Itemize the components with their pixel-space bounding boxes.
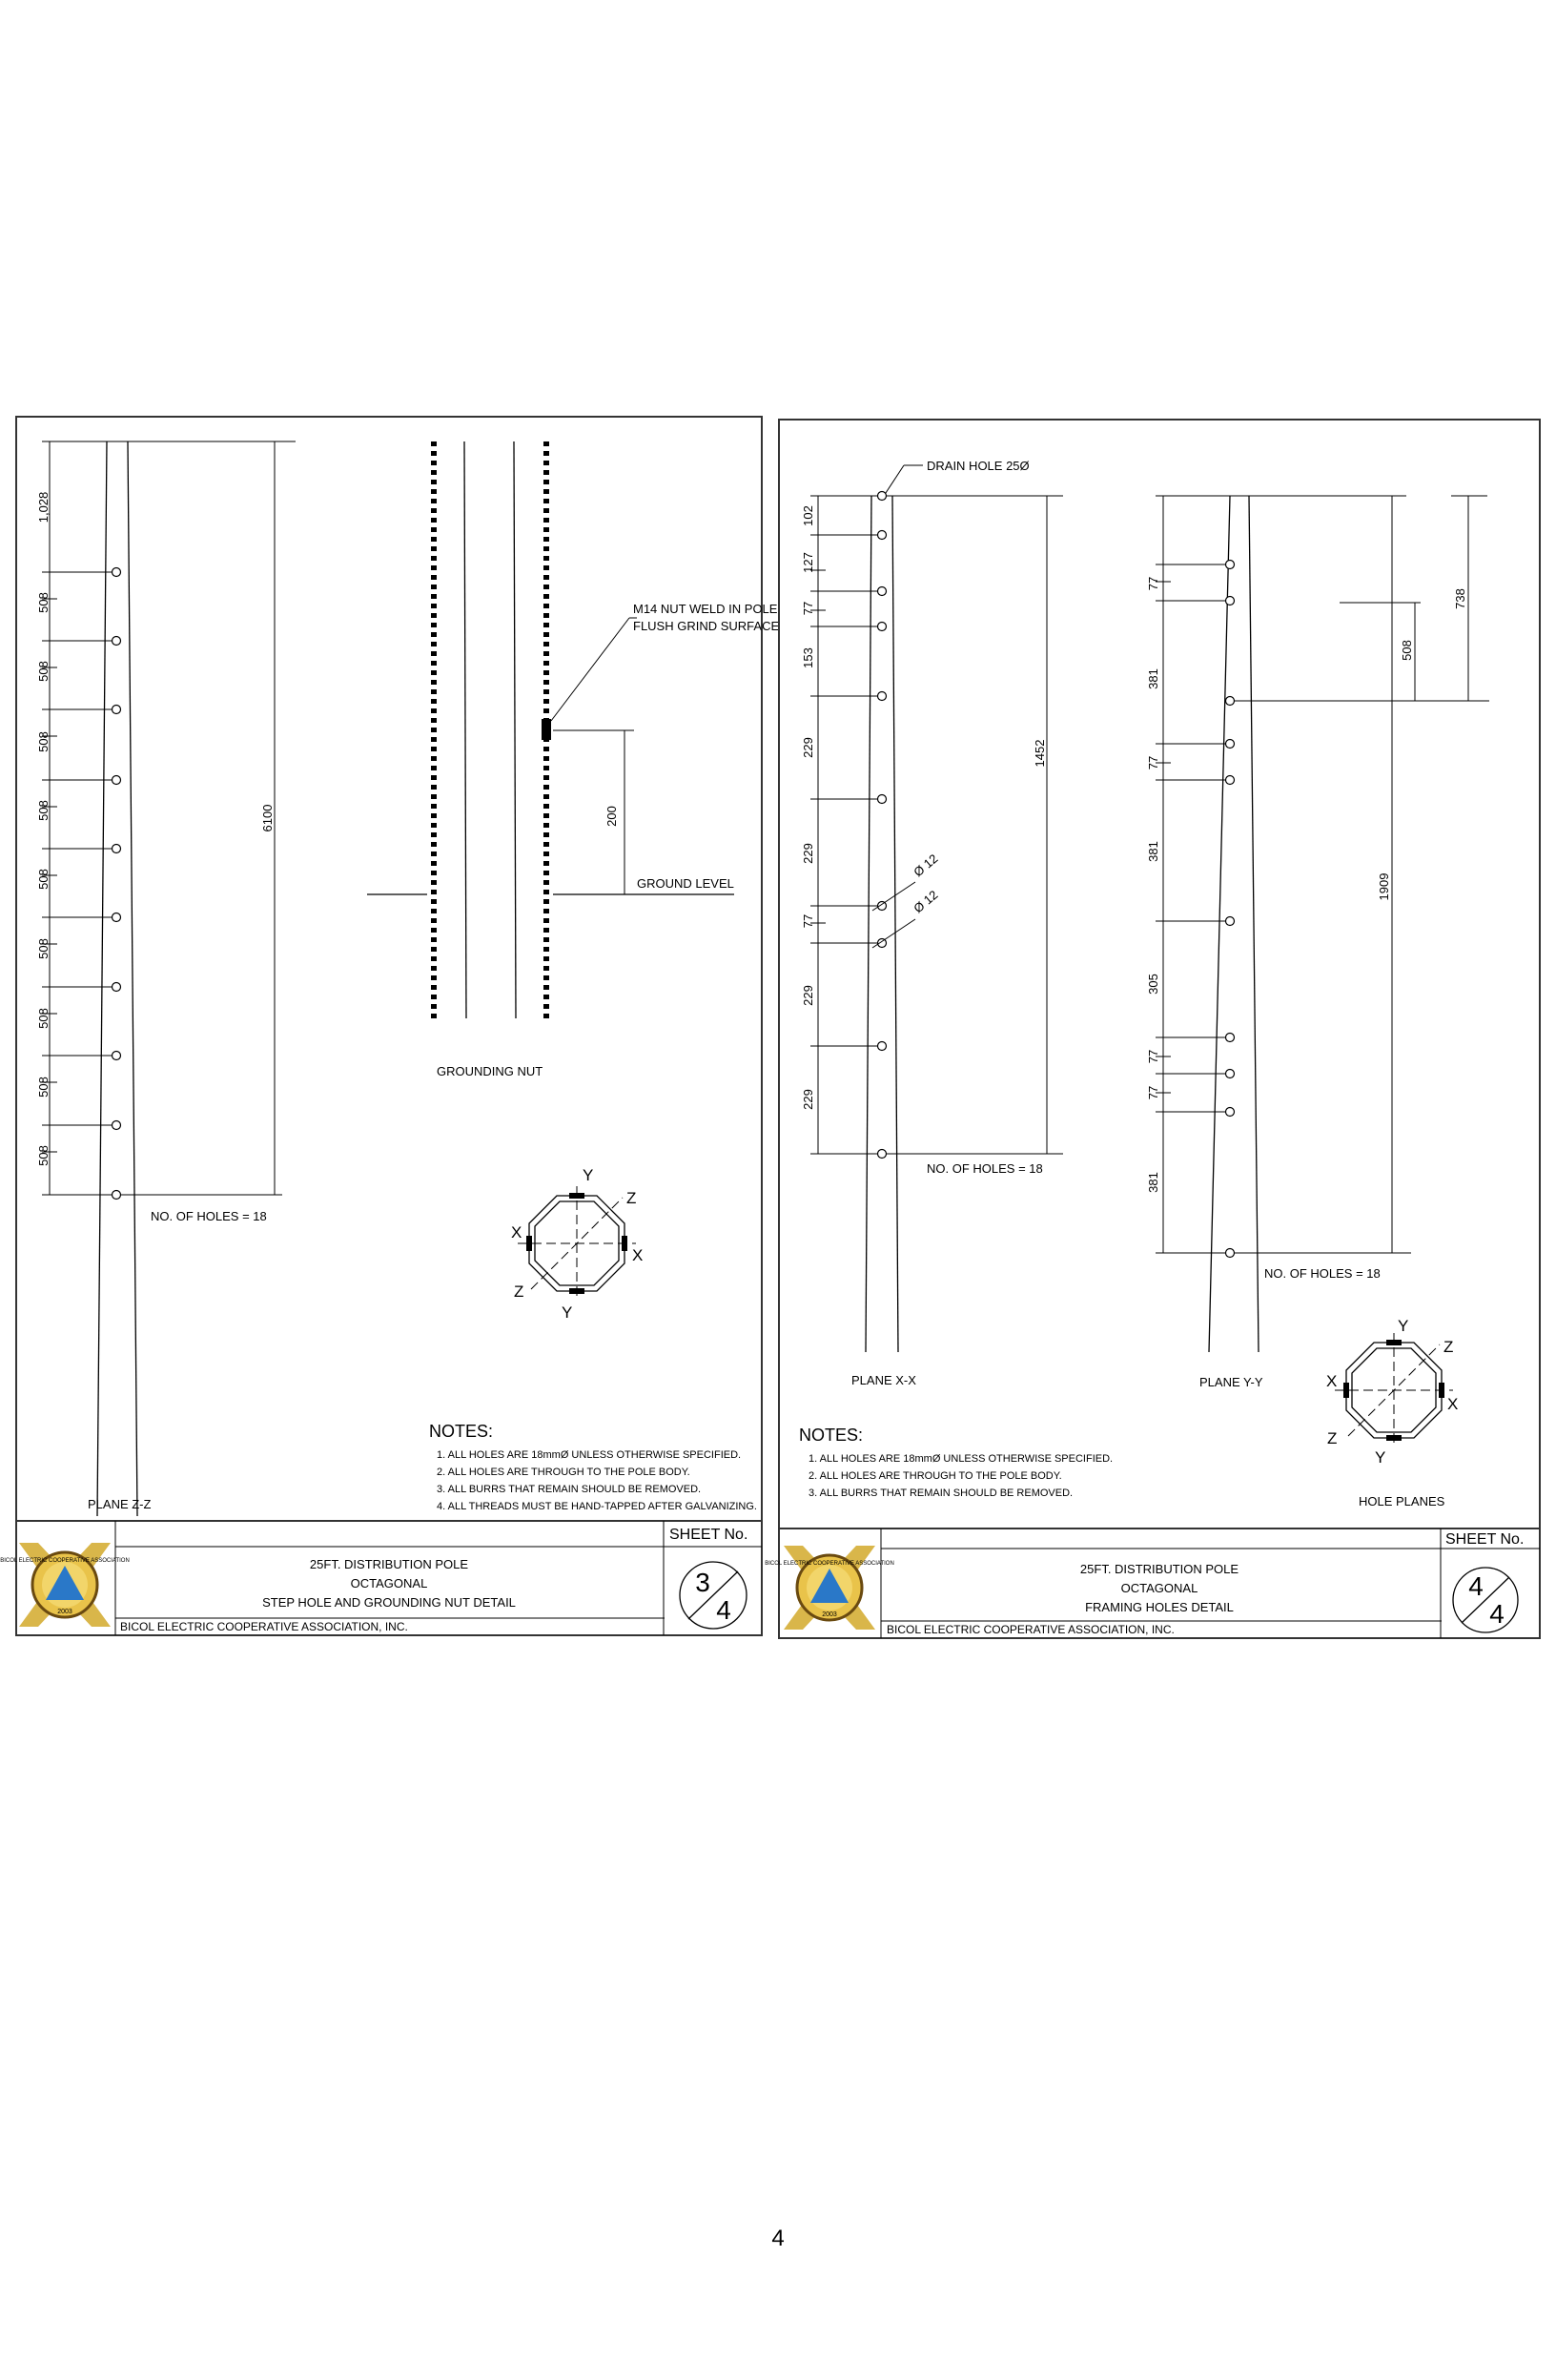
notes-title-right: NOTES: xyxy=(799,1426,864,1445)
svg-text:BICOL ELECTRIC COOPERATIVE ASS: BICOL ELECTRIC COOPERATIVE ASSOCIATION xyxy=(0,1558,130,1564)
dim-zz-7: 508 xyxy=(36,938,51,959)
dim-xx-7: 77 xyxy=(801,913,815,929)
step-hole xyxy=(113,637,121,646)
dim-xx-5: 229 xyxy=(801,737,815,758)
dim-zz-9: 508 xyxy=(36,1077,51,1098)
title-right-3: FRAMING HOLES DETAIL xyxy=(1085,1600,1234,1614)
sheet-left xyxy=(0,417,779,1635)
step-hole xyxy=(113,1052,121,1060)
org-left: BICOL ELECTRIC COOPERATIVE ASSOCIATION, INC. xyxy=(120,1620,408,1633)
dim-xx-total: 1452 xyxy=(1033,739,1047,768)
plane-xx-label: PLANE X-X xyxy=(851,1373,916,1387)
step-hole xyxy=(113,1121,121,1130)
logo-left xyxy=(0,1543,130,1627)
sheet-total-right: 4 xyxy=(1489,1599,1505,1629)
dim-xx-4: 153 xyxy=(801,647,815,668)
svg-text:2003: 2003 xyxy=(57,1609,72,1615)
hole-planes-label: HOLE PLANES xyxy=(1359,1494,1445,1508)
dim-yy-3: 77 xyxy=(1146,755,1160,770)
plane-zz-label: PLANE Z-Z xyxy=(88,1497,152,1511)
octagon-section-right xyxy=(1326,1317,1458,1467)
step-hole xyxy=(113,983,121,992)
octagon-section-left xyxy=(511,1166,643,1322)
svg-text:Z: Z xyxy=(1327,1429,1338,1447)
pole-xx-right-edge xyxy=(892,496,898,1352)
title-block-left xyxy=(16,1521,762,1635)
svg-text:X: X xyxy=(1447,1395,1459,1413)
org-right: BICOL ELECTRIC COOPERATIVE ASSOCIATION, INC. xyxy=(887,1623,1175,1636)
dim-yy-7: 77 xyxy=(1146,1085,1160,1100)
pole-yy-right-edge xyxy=(1249,496,1259,1352)
svg-text:BICOL ELECTRIC COOPERATIVE ASS: BICOL ELECTRIC COOPERATIVE ASSOCIATION xyxy=(765,1561,894,1567)
note-left-1: 1. ALL HOLES ARE 18mmØ UNLESS OTHERWISE SPECIFIED. xyxy=(437,1449,742,1461)
title-left-1: 25FT. DISTRIBUTION POLE xyxy=(309,1557,469,1571)
dim-yy-6: 77 xyxy=(1146,1049,1160,1064)
dim-yy-508: 508 xyxy=(1400,640,1414,661)
grounding-nut-label: GROUNDING NUT xyxy=(437,1064,543,1078)
dim-zz-6: 508 xyxy=(36,869,51,890)
dim-zz-3: 508 xyxy=(36,661,51,682)
title-right-2: OCTAGONAL xyxy=(1120,1581,1198,1595)
dim-yy-total: 1909 xyxy=(1377,872,1391,901)
svg-text:X: X xyxy=(511,1223,522,1241)
note-left-2: 2. ALL HOLES ARE THROUGH TO THE POLE BODY. xyxy=(437,1467,690,1478)
svg-text:Y: Y xyxy=(1375,1448,1386,1467)
dim-yy-4: 381 xyxy=(1146,841,1160,862)
dim-xx-9: 229 xyxy=(801,1089,815,1110)
svg-text:Y: Y xyxy=(1398,1317,1409,1335)
step-hole xyxy=(113,706,121,714)
title-right-1: 25FT. DISTRIBUTION POLE xyxy=(1079,1562,1239,1576)
phi-label-2: Ø 12 xyxy=(911,887,941,916)
step-hole xyxy=(113,1191,121,1200)
dim-yy-5: 305 xyxy=(1146,974,1160,995)
dim-zz-total: 6100 xyxy=(260,804,275,832)
svg-text:Z: Z xyxy=(514,1282,524,1301)
dim-yy-8: 381 xyxy=(1146,1172,1160,1193)
step-hole xyxy=(113,845,121,853)
step-hole xyxy=(113,776,121,785)
dim-zz-1: 1,028 xyxy=(36,491,51,523)
svg-text:Z: Z xyxy=(626,1189,637,1207)
sheet-label-left: SHEET No. xyxy=(669,1527,748,1543)
note-left-3: 3. ALL BURRS THAT REMAIN SHOULD BE REMOVED. xyxy=(437,1484,702,1495)
sheet-num-left: 3 xyxy=(695,1568,710,1597)
svg-text:Y: Y xyxy=(562,1303,573,1322)
nut-height-dim: 200 xyxy=(604,806,619,827)
grounding-nut-detail xyxy=(367,441,779,1078)
step-hole xyxy=(113,913,121,922)
ground-level-label: GROUND LEVEL xyxy=(637,876,734,891)
dim-xx-8: 229 xyxy=(801,985,815,1006)
title-left-2: OCTAGONAL xyxy=(350,1576,428,1590)
note-right-1: 1. ALL HOLES ARE 18mmØ UNLESS OTHERWISE SPECIFIED. xyxy=(809,1453,1114,1465)
svg-text:X: X xyxy=(1326,1372,1338,1390)
svg-text:2003: 2003 xyxy=(822,1611,837,1618)
dim-zz-2: 508 xyxy=(36,592,51,613)
step-hole xyxy=(113,568,121,577)
dim-zz-4: 508 xyxy=(36,731,51,752)
nut-callout-2: FLUSH GRIND SURFACE xyxy=(633,619,780,633)
pole-zz-left-edge xyxy=(97,441,107,1516)
m14-nut xyxy=(542,719,551,740)
notes-title-left: NOTES: xyxy=(429,1422,494,1441)
framing-holes-yy xyxy=(1156,561,1235,1258)
no-of-holes-xx: NO. OF HOLES = 18 xyxy=(927,1161,1043,1176)
dim-zz-5: 508 xyxy=(36,800,51,821)
note-left-4: 4. ALL THREADS MUST BE HAND-TAPPED AFTER GALVANIZING. xyxy=(437,1501,757,1512)
note-right-2: 2. ALL HOLES ARE THROUGH TO THE POLE BODY. xyxy=(809,1470,1062,1482)
title-block-right xyxy=(779,1529,1540,1638)
svg-text:Y: Y xyxy=(583,1166,594,1184)
drain-hole-label: DRAIN HOLE 25Ø xyxy=(927,459,1030,473)
dim-xx-6: 229 xyxy=(801,843,815,864)
step-holes-zz xyxy=(42,568,121,1200)
phi-label-1: Ø 12 xyxy=(911,851,941,880)
framing-holes-xx xyxy=(810,492,915,1159)
dim-yy-738: 738 xyxy=(1453,588,1467,609)
sheet-num-right: 4 xyxy=(1468,1571,1484,1601)
sheet-label-right: SHEET No. xyxy=(1445,1531,1525,1548)
plane-yy-label: PLANE Y-Y xyxy=(1199,1375,1263,1389)
pole-xx-left-edge xyxy=(866,496,871,1352)
no-of-holes-zz: NO. OF HOLES = 18 xyxy=(151,1209,267,1223)
svg-text:X: X xyxy=(632,1246,644,1264)
dim-xx-1: 102 xyxy=(801,505,815,526)
dim-xx-2: 127 xyxy=(801,552,815,573)
dim-zz-10: 508 xyxy=(36,1145,51,1166)
sheet-total-left: 4 xyxy=(716,1595,731,1625)
dim-yy-1: 77 xyxy=(1146,576,1160,591)
sheet-right xyxy=(765,420,1540,1638)
logo-right xyxy=(765,1546,894,1630)
title-left-3: STEP HOLE AND GROUNDING NUT DETAIL xyxy=(262,1595,516,1610)
nut-callout-1: M14 NUT WELD IN POLE xyxy=(633,602,778,616)
dim-xx-3: 77 xyxy=(801,601,815,616)
page-number: 4 xyxy=(771,2226,785,2251)
no-of-holes-yy: NO. OF HOLES = 18 xyxy=(1264,1266,1381,1281)
dim-yy-2: 381 xyxy=(1146,668,1160,689)
pole-zz-right-edge xyxy=(128,441,137,1516)
dim-zz-8: 508 xyxy=(36,1008,51,1029)
svg-text:Z: Z xyxy=(1443,1338,1454,1356)
note-right-3: 3. ALL BURRS THAT REMAIN SHOULD BE REMOVED. xyxy=(809,1488,1074,1499)
